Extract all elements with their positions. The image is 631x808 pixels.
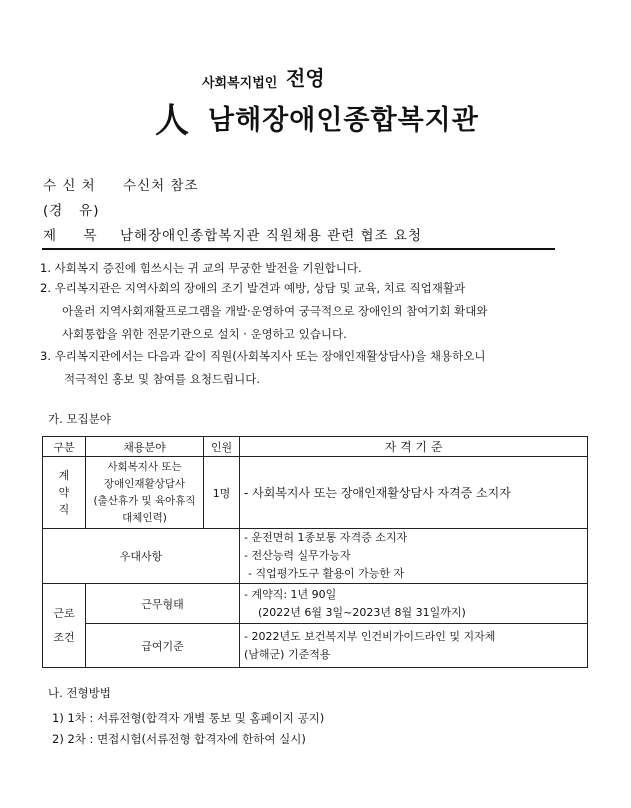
- preferred-item: - 직업평가도구 활용이 가능한 자: [248, 567, 405, 580]
- logo-name: 남해장애인종합복지관: [208, 105, 479, 136]
- th-count: 인원: [204, 437, 240, 457]
- body-line: 적극적인 홍보 및 참여를 요청드립니다.: [64, 372, 261, 386]
- section-a-title: 가. 모집분야: [48, 412, 111, 426]
- work-type-line: (2022년 6월 3일~2023년 8월 31일까지): [258, 605, 466, 619]
- via-label: (경 유): [43, 203, 100, 219]
- th-field: 채용분야: [86, 437, 204, 457]
- step-item: 1) 1차 : 서류전형(합격자 개별 통보 및 홈페이지 공지): [52, 711, 325, 725]
- body-line: 2. 우리복지관은 지역사회의 장애의 조기 발견과 예방, 상담 및 교육, 치료 직업재활과: [40, 281, 466, 295]
- salary-label: 급여기준: [86, 624, 240, 668]
- subject-label: 제 목: [43, 228, 98, 244]
- step-item: 2) 2차 : 면접시험(서류전형 합격자에 한하여 실시): [52, 732, 306, 746]
- body-line: 아울러 지역사회재활프로그램을 개발·운영하여 궁극적으로 장애인의 참여기회 확대와: [62, 304, 488, 318]
- logo-figure-icon: ⼈: [155, 101, 189, 141]
- th-criteria: 자 격 기 준: [240, 437, 588, 457]
- salary: [240, 624, 588, 668]
- row1-field: 사회복지사 또는 장애인재활상담사 (출산휴가 및 육아휴직 대체인력): [86, 457, 204, 529]
- subject: 남해장애인종합복지관 직원채용 관련 협조 요청: [120, 228, 422, 244]
- recruitment-table: [42, 436, 588, 668]
- body-line: 1. 사회복지 증진에 힘쓰시는 귀 교의 무궁한 발전을 기원합니다.: [40, 261, 362, 275]
- work-type-label: 근무형태: [86, 584, 240, 624]
- header-divider: [42, 248, 555, 250]
- recipient-label: 수 신 처: [43, 178, 96, 194]
- preferred-items: [240, 529, 588, 584]
- preferred-label: 우대사항: [43, 529, 240, 584]
- salary-line: - 2022년도 보건복지부 인건비가이드라인 및 지자체: [244, 629, 496, 643]
- row1-criteria: - 사회복지사 또는 장애인재활상담사 자격증 소지자: [240, 457, 588, 529]
- salary-line: (남해군) 기준적용: [244, 647, 331, 661]
- work-type: [240, 584, 588, 624]
- section-b-title: 나. 전형방법: [48, 686, 111, 700]
- th-category: 구분: [43, 437, 86, 457]
- logo-foundation: 전영: [286, 66, 325, 90]
- preferred-item: - 전산능력 실무가능자: [244, 549, 351, 562]
- body-line: 사회통합을 위한 전문기관으로 설치 · 운영하고 있습니다.: [62, 327, 347, 341]
- body-line: 3. 우리복지관에서는 다음과 같이 직원(사회복지사 또는 장애인재활상담사)을 채용하오니: [40, 349, 486, 363]
- work-type-line: - 계약직: 1년 90일: [244, 587, 337, 601]
- row1-count: 1명: [204, 457, 240, 529]
- recipient: 수신처 참조: [123, 178, 199, 194]
- row1-category: 계 약 직: [43, 457, 86, 529]
- preferred-item: - 운전면허 1종보통 자격증 소지자: [244, 531, 408, 544]
- logo-org-type: 사회복지법인: [202, 76, 278, 91]
- conditions-label: 근로 조건: [43, 584, 86, 668]
